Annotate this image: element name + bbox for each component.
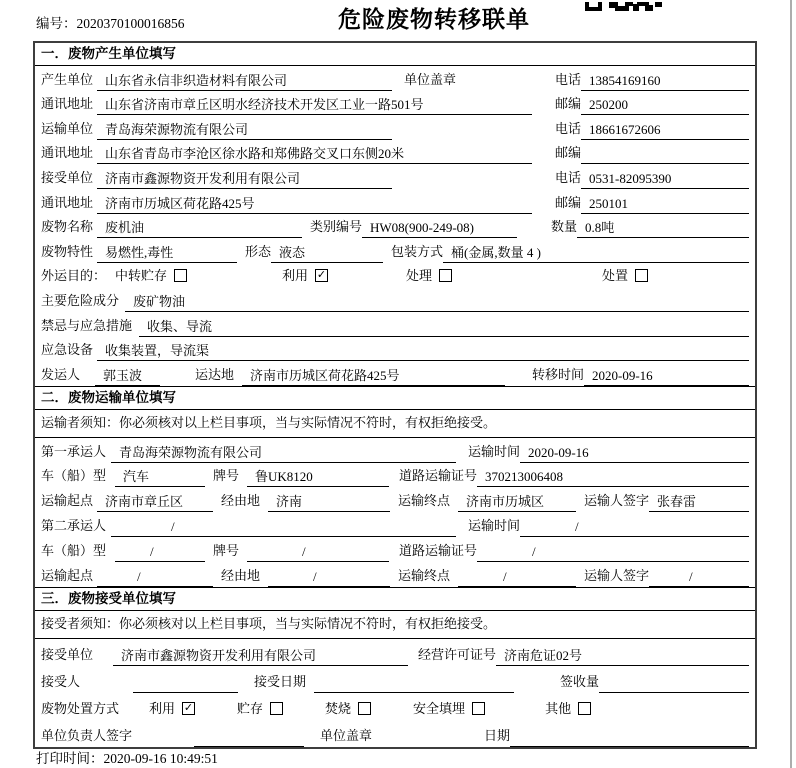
row-first-carrier <box>35 438 755 463</box>
phone1-value: 13854169160 <box>581 72 749 91</box>
row-route2 <box>35 562 755 587</box>
disposal-landfill-checkbox <box>472 702 485 715</box>
row-producer-address <box>35 91 755 116</box>
plate2-value: / <box>247 543 389 562</box>
transfer-time-label: 转移时间 <box>531 366 584 382</box>
purpose-disposal-checkbox <box>635 269 648 282</box>
form-value: 液态 <box>271 244 383 263</box>
category-label: 类别编号 <box>310 219 363 235</box>
disposal-option-other-label: 其他 <box>545 700 572 716</box>
disposal-other-checkbox <box>578 702 591 715</box>
origin2-label: 运输起点 <box>41 567 94 583</box>
row-transfer-purpose <box>35 263 755 288</box>
row-route1 <box>35 487 755 512</box>
end2-label: 运输终点 <box>398 567 451 583</box>
unit-seal2-label: 单位盖章 <box>320 727 373 743</box>
receive-date-value <box>314 674 514 693</box>
purpose-label: 外运目的： <box>41 268 107 284</box>
phone2-value: 18661672606 <box>581 121 749 140</box>
carrier2-value: / <box>111 518 456 537</box>
purpose-treatment-checkbox <box>439 269 452 282</box>
print-time <box>36 747 218 767</box>
responsible-sign-label: 单位负责人签字 <box>41 727 133 743</box>
vehicle2-value: / <box>115 543 205 562</box>
recipient-value <box>133 674 238 693</box>
section3-note: 接受者须知：你必须核对以上栏目事项，当与实际情况不符时，有权拒绝接受。 <box>35 611 755 639</box>
transfer-time-value: 2020-09-16 <box>584 367 749 386</box>
purpose-option-storage-label: 中转贮存 <box>115 268 168 284</box>
taboo-label: 禁忌与应急措施 <box>41 317 133 333</box>
characteristics-value: 易燃性,毒性 <box>97 244 237 263</box>
characteristics-label: 废物特性 <box>41 243 94 259</box>
sign2-value: / <box>649 568 749 587</box>
packaging-label: 包装方式 <box>391 243 444 259</box>
section1-body <box>35 66 755 386</box>
purpose-option-use-label: 利用 <box>282 268 309 284</box>
row-waste-characteristics <box>35 238 755 263</box>
origin2-value: / <box>97 568 213 587</box>
purpose-option-disposal-label: 处置 <box>602 268 629 284</box>
end2-value: / <box>458 568 576 587</box>
doc-number <box>36 12 185 32</box>
destination-value: 济南市历城区荷花路425号 <box>242 367 505 386</box>
disposal-option-incineration-label: 焚烧 <box>325 700 352 716</box>
doc-number-value: 2020370100016856 <box>76 16 185 31</box>
zip3-value: 250101 <box>581 195 749 214</box>
zip1-value: 250200 <box>581 96 749 115</box>
hazard-value: 废矿物油 <box>125 293 749 312</box>
shipper-label: 发运人 <box>41 366 81 382</box>
waste-name-value: 废机油 <box>97 219 302 238</box>
license-label: 经营许可证号 <box>418 646 497 662</box>
page-edge <box>790 0 792 768</box>
equipment-label: 应急设备 <box>41 342 94 358</box>
vehicle1-label: 车（船）型 <box>41 468 107 484</box>
transport-time2-label: 运输时间 <box>468 517 521 533</box>
via1-value: 济南 <box>268 493 390 512</box>
row-transporter-address <box>35 140 755 165</box>
phone1-label: 电话 <box>554 71 581 87</box>
form-label: 形态 <box>245 243 272 259</box>
transporter-value: 青岛海荣源物流有限公司 <box>97 121 392 140</box>
road-cert1-value: 370213006408 <box>477 468 749 487</box>
license-value: 济南危证02号 <box>496 647 749 666</box>
received-qty-value <box>599 674 749 693</box>
waste-name-label: 废物名称 <box>41 219 94 235</box>
row-hazard-components <box>35 287 755 312</box>
disposal-option-landfill-label: 安全填埋 <box>413 700 466 716</box>
row-emergency-equipment <box>35 337 755 362</box>
row-receiver <box>35 164 755 189</box>
address1-label: 通讯地址 <box>41 96 94 112</box>
category-value: HW08(900-249-08) <box>362 219 517 238</box>
disposal-use-checkbox: ✓ <box>183 701 194 714</box>
producer-value: 山东省永信非织造材料有限公司 <box>97 72 392 91</box>
accepting-unit-value: 济南市鑫源物资开发利用有限公司 <box>113 647 408 666</box>
row-taboo-measures <box>35 312 755 337</box>
phone3-value: 0531-82095390 <box>581 170 749 189</box>
plate1-value: 鲁UK8120 <box>247 468 389 487</box>
via1-label: 经由地 <box>221 493 261 509</box>
row-responsible-signature <box>35 720 755 747</box>
row-waste-name <box>35 214 755 239</box>
disposal-storage-checkbox <box>270 702 283 715</box>
end1-value: 济南市历城区 <box>458 493 576 512</box>
section2-body <box>35 438 755 587</box>
page-title: 危险废物转移联单 <box>338 7 530 32</box>
transporter-label: 运输单位 <box>41 120 94 136</box>
road-cert1-label: 道路运输证号 <box>399 468 478 484</box>
row-second-carrier <box>35 512 755 537</box>
address3-label: 通讯地址 <box>41 194 94 210</box>
taboo-value: 收集、导流 <box>139 318 749 337</box>
row-disposal-method <box>35 693 755 720</box>
row-vehicle1 <box>35 463 755 488</box>
hazard-label: 主要危险成分 <box>41 292 120 308</box>
zip2-value <box>581 145 749 164</box>
transport-time2-value: / <box>520 518 749 537</box>
zip3-label: 邮编 <box>554 194 581 210</box>
sign1-label: 运输人签字 <box>584 493 650 509</box>
address1-value: 山东省济南市章丘区明水经济技术开发区工业一路501号 <box>97 96 532 115</box>
sign1-value: 张春雷 <box>649 493 749 512</box>
plate2-label: 牌号 <box>213 542 240 558</box>
responsible-sign-value <box>194 728 304 747</box>
carrier1-value: 青岛海荣源物流有限公司 <box>111 444 456 463</box>
road-cert2-value: / <box>477 543 749 562</box>
via2-value: / <box>268 568 390 587</box>
road-cert2-label: 道路运输证号 <box>399 542 478 558</box>
row-recipient <box>35 666 755 693</box>
equipment-value: 收集装置，导流渠 <box>97 342 749 361</box>
row-receiver-address <box>35 189 755 214</box>
section3-heading: 三．废物接受单位填写 <box>35 587 755 611</box>
receiver-value: 济南市鑫源物资开发利用有限公司 <box>97 170 392 189</box>
address2-label: 通讯地址 <box>41 145 94 161</box>
unit-seal-label: 单位盖章 <box>404 71 457 87</box>
shipper-value: 郭玉波 <box>95 367 160 386</box>
via2-label: 经由地 <box>221 567 261 583</box>
doc-number-label: 编号： <box>36 16 77 31</box>
receiver-label: 接受单位 <box>41 169 94 185</box>
disposal-option-storage-label: 贮存 <box>237 700 264 716</box>
manifest-form <box>33 41 757 749</box>
row-producer <box>35 66 755 91</box>
row-vehicle2 <box>35 537 755 562</box>
sign2-label: 运输人签字 <box>584 567 650 583</box>
end1-label: 运输终点 <box>398 493 451 509</box>
address3-value: 济南市历城区荷花路425号 <box>97 195 532 214</box>
recipient-label: 接受人 <box>41 673 81 689</box>
received-qty-label: 签收量 <box>559 673 599 689</box>
purpose-use-checkbox: ✓ <box>316 269 327 282</box>
packaging-value: 桶(金属,数量 4 ) <box>443 244 749 263</box>
transport-time1-label: 运输时间 <box>468 443 521 459</box>
section2-note: 运输者须知：你必须核对以上栏目事项，当与实际情况不符时，有权拒绝接受。 <box>35 410 755 438</box>
origin1-label: 运输起点 <box>41 493 94 509</box>
row-accepting-unit <box>35 639 755 666</box>
destination-label: 运达地 <box>195 366 235 382</box>
quantity-label: 数量 <box>550 219 577 235</box>
disposal-incineration-checkbox <box>358 702 371 715</box>
carrier2-label: 第二承运人 <box>41 517 107 533</box>
carrier1-label: 第一承运人 <box>41 443 107 459</box>
zip2-label: 邮编 <box>554 145 581 161</box>
section1-heading: 一．废物产生单位填写 <box>35 43 755 66</box>
row-shipper <box>35 361 755 386</box>
address2-value: 山东省青岛市李沧区徐水路和郑佛路交叉口东侧20米 <box>97 145 532 164</box>
phone3-label: 电话 <box>554 169 581 185</box>
disposal-label: 废物处置方式 <box>41 700 120 716</box>
vehicle1-value: 汽车 <box>115 468 205 487</box>
purpose-storage-checkbox <box>174 269 187 282</box>
print-time-label: 打印时间： <box>36 751 104 766</box>
disposal-option-use-label: 利用 <box>149 700 176 716</box>
date-label: 日期 <box>484 727 511 743</box>
qr-code-fragment <box>585 0 663 16</box>
producer-label: 产生单位 <box>41 71 94 87</box>
quantity-value: 0.8吨 <box>577 219 749 238</box>
phone2-label: 电话 <box>554 120 581 136</box>
origin1-value: 济南市章丘区 <box>97 493 213 512</box>
print-time-value: 2020-09-16 10:49:51 <box>103 751 218 766</box>
accepting-unit-label: 接受单位 <box>41 646 94 662</box>
receive-date-label: 接受日期 <box>254 673 307 689</box>
purpose-option-treatment-label: 处理 <box>406 268 433 284</box>
plate1-label: 牌号 <box>213 468 240 484</box>
row-transporter <box>35 115 755 140</box>
date-value <box>510 728 749 747</box>
vehicle2-label: 车（船）型 <box>41 542 107 558</box>
transport-time1-value: 2020-09-16 <box>520 444 749 463</box>
section2-heading: 二．废物运输单位填写 <box>35 386 755 410</box>
zip1-label: 邮编 <box>554 96 581 112</box>
section3-body <box>35 639 755 747</box>
